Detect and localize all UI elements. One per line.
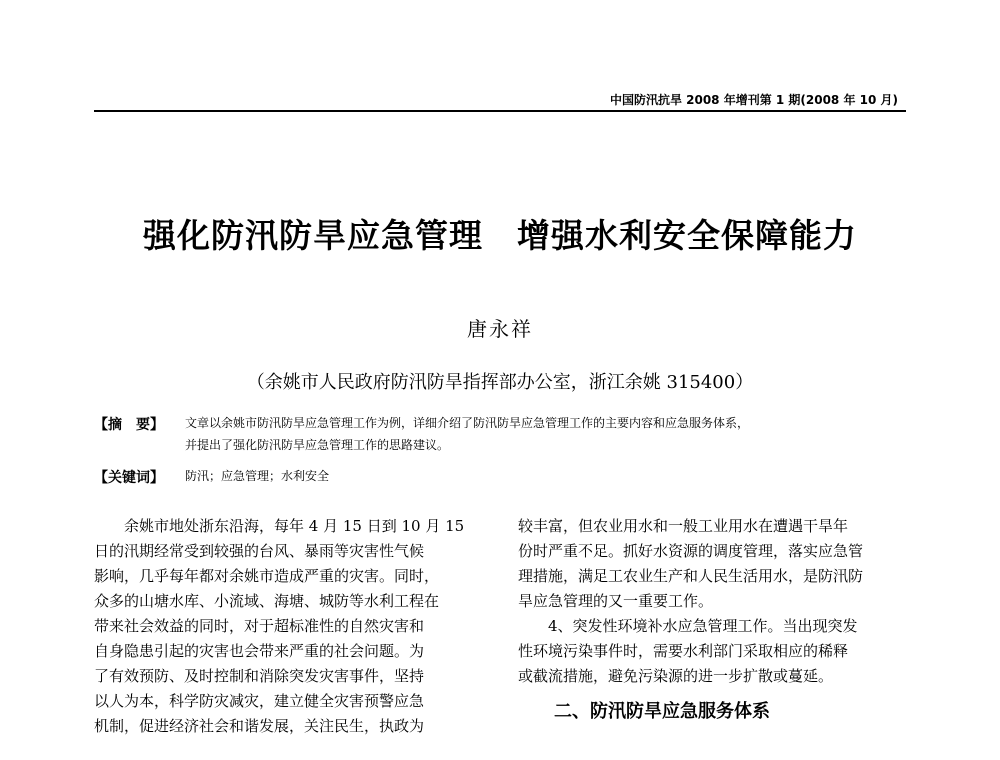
body-line: 了有效预防、及时控制和消除突发灾害事件，坚持 <box>94 667 425 685</box>
body-line: 以人为本，科学防灾减灾，建立健全灾害预警应急 <box>94 692 425 710</box>
body-line: 余姚市地处浙东沿海，每年 4 月 15 日到 10 月 15 <box>124 517 465 535</box>
author-affiliation: （余姚市人民政府防汛防旱指挥部办公室，浙江余姚 315400） <box>246 372 754 393</box>
body-line: 带来社会效益的同时，对于超标准性的自然灾害和 <box>94 617 425 635</box>
body-line: 机制，促进经济社会和谐发展，关注民生，执政为 <box>94 717 425 735</box>
abstract-label: 【摘 要】 <box>94 417 164 433</box>
right-column <box>518 514 918 725</box>
body-line: 份时严重不足。抓好水资源的调度管理，落实应急管 <box>518 542 864 560</box>
running-header <box>94 78 906 112</box>
article-title: 强化防汛防旱应急管理 增强水利安全保障能力 <box>143 216 857 255</box>
body-line: 或截流措施，避免污染源的进一步扩散或蔓延。 <box>518 667 834 685</box>
body-line: 影响，几乎每年都对余姚市造成严重的灾害。同时， <box>94 567 440 585</box>
body-line: 性环境污染事件时，需要水利部门采取相应的稀释 <box>518 642 849 660</box>
journal-info: 中国防汛抗旱 2008 年增刊第 1 期(2008 年 10 月) <box>609 93 898 107</box>
abstract-line: 文章以余姚市防汛防旱应急管理工作为例，详细介绍了防汛防旱应急管理工作的主要内容和应急服务体系， <box>185 416 750 430</box>
body-line: 旱应急管理的又一重要工作。 <box>518 592 714 610</box>
body-line: 众多的山塘水库、小流域、海塘、城防等水利工程在 <box>94 592 440 610</box>
keywords-text: 防汛；应急管理；水利安全 <box>185 469 330 483</box>
keywords-label: 【关键词】 <box>94 470 164 486</box>
body-line: 较丰富，但农业用水和一般工业用水在遭遇干旱年 <box>518 517 849 535</box>
body-line: 自身隐患引起的灾害也会带来严重的社会问题。为 <box>94 642 425 660</box>
body-line: 理措施，满足工农业生产和人民生活用水，是防汛防 <box>518 567 864 585</box>
section-heading: 二、防汛防旱应急服务体系 <box>554 701 770 722</box>
author-name: 唐永祥 <box>467 317 533 341</box>
body-line: 日的汛期经常受到较强的台风、暴雨等灾害性气候 <box>94 542 425 560</box>
abstract-line: 并提出了强化防汛防旱应急管理工作的思路建议。 <box>185 438 450 452</box>
abstract-text <box>185 412 910 456</box>
body-line: 4、突发性环境补水应急管理工作。当出现突发 <box>548 617 858 635</box>
left-column <box>94 514 494 739</box>
